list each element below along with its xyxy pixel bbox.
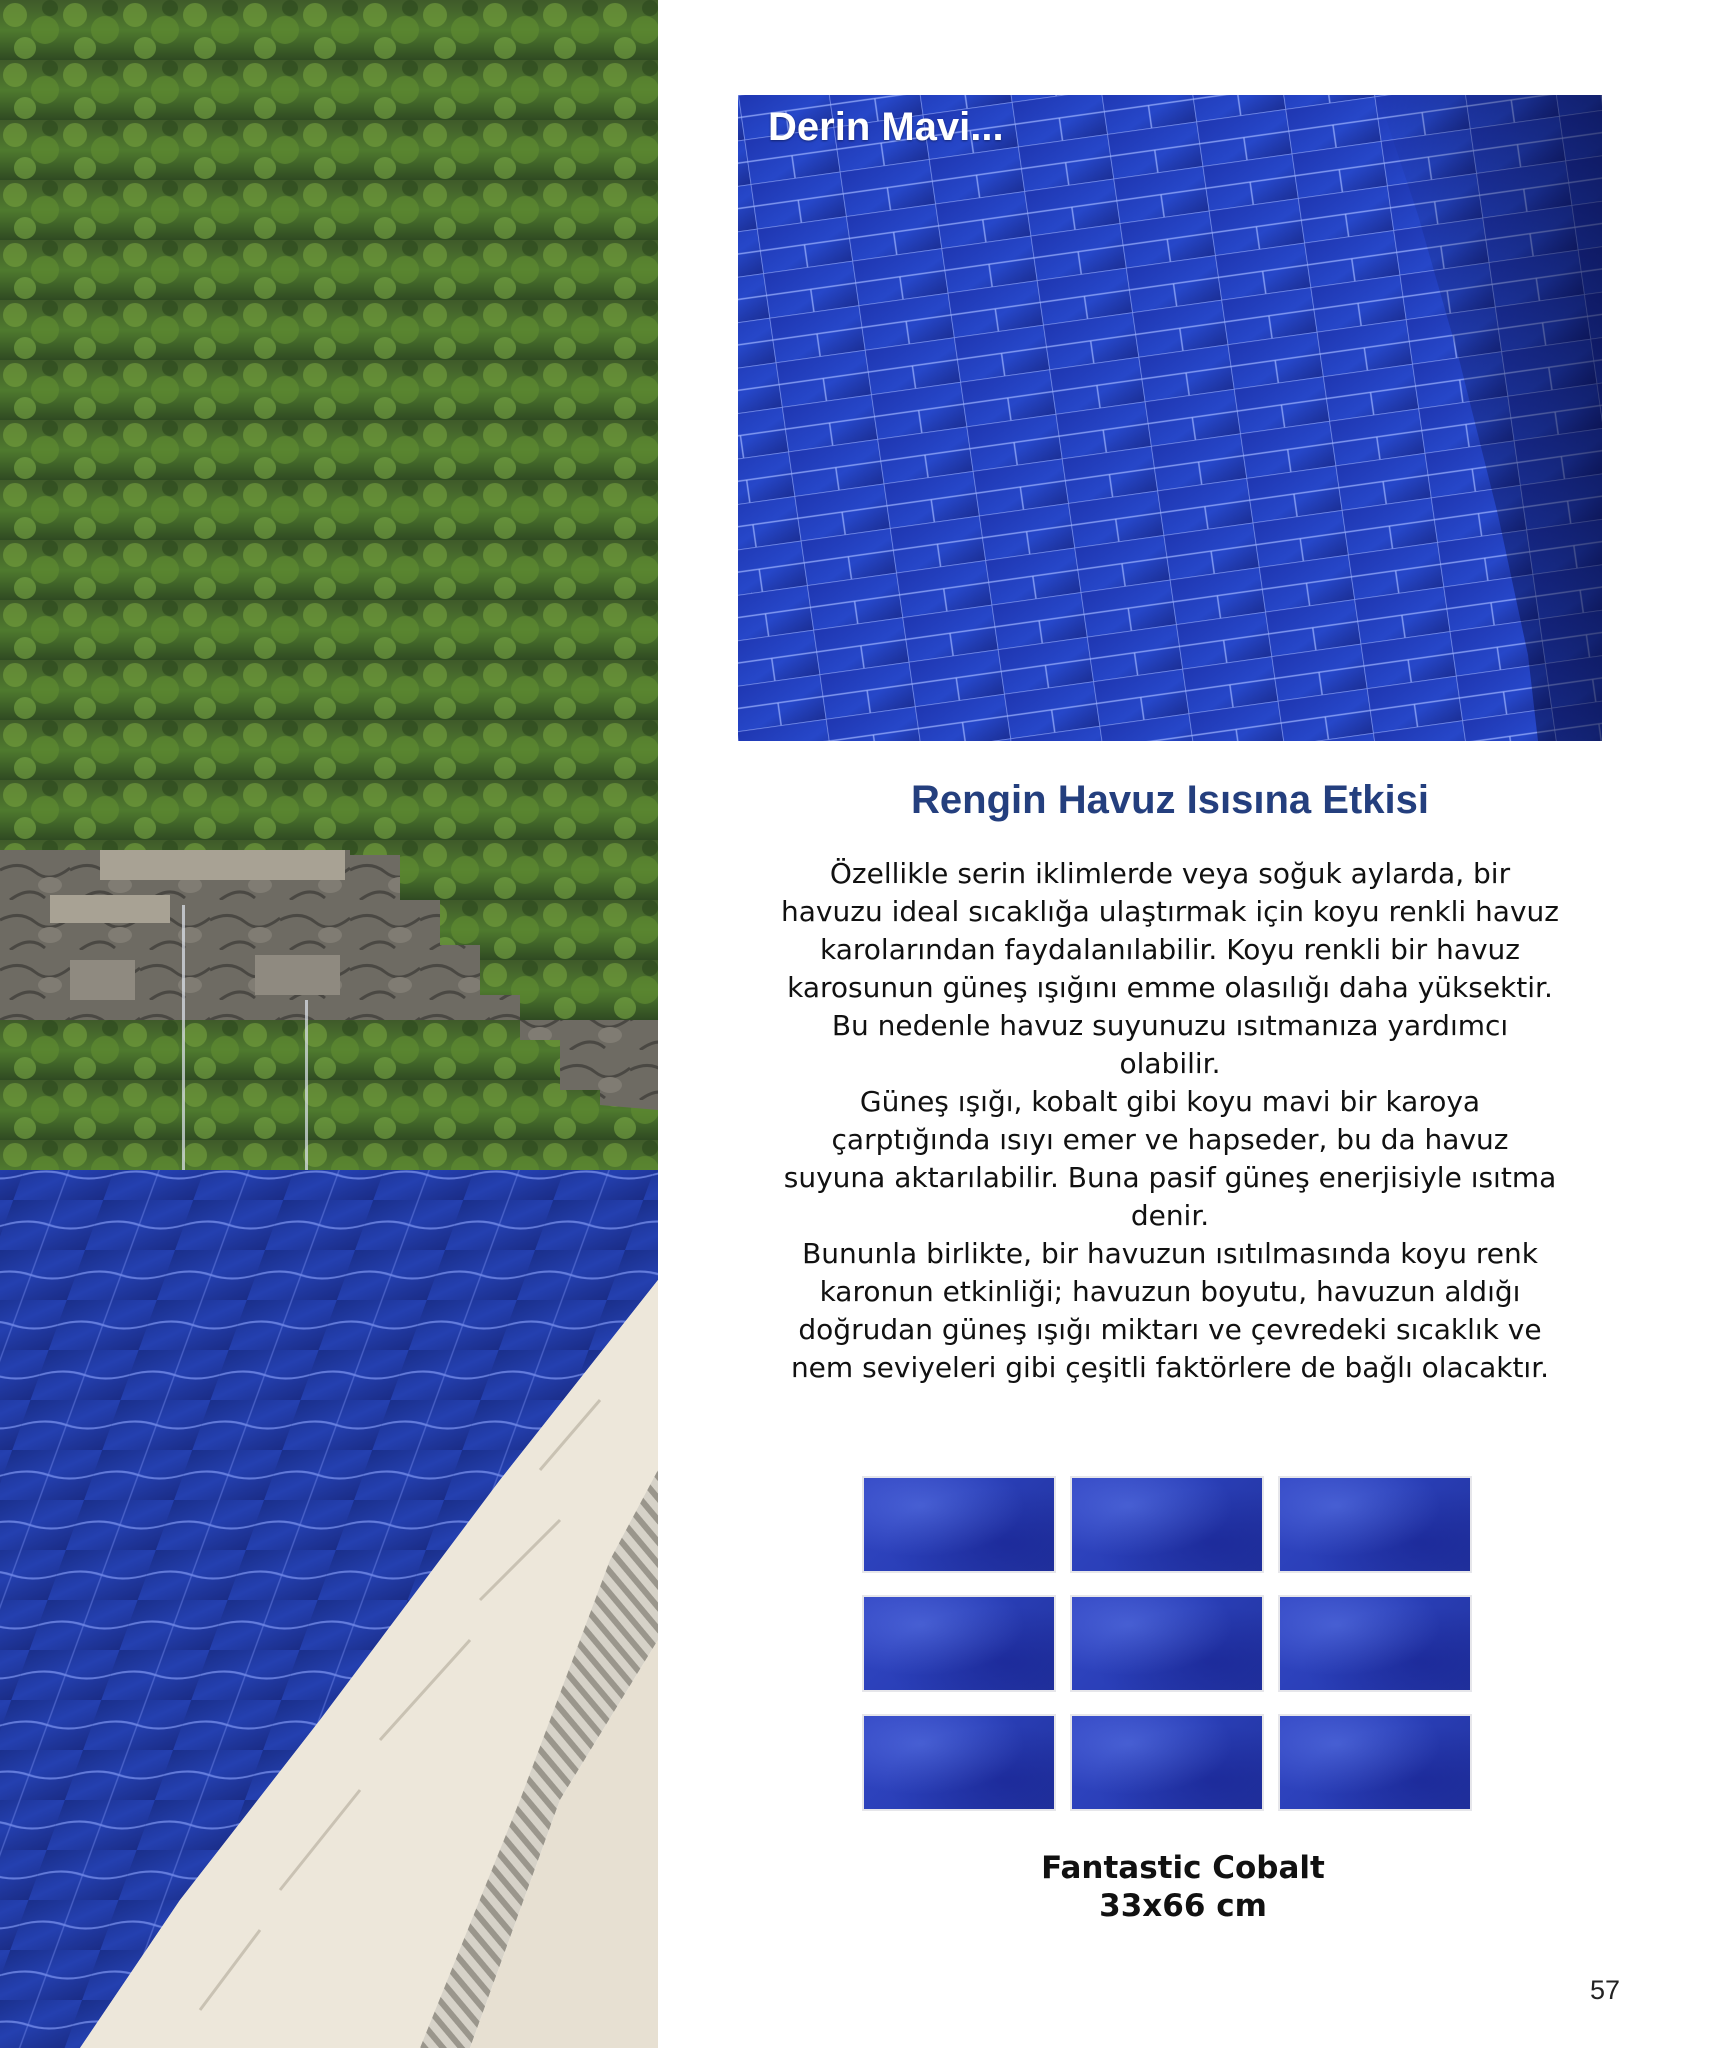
- tile-sample: [1070, 1714, 1264, 1811]
- product-name: Fantastic Cobalt: [1041, 1850, 1325, 1886]
- body-text: [778, 855, 1562, 1387]
- section-title: Rengin Havuz Isısına Etkisi: [911, 778, 1429, 822]
- tile-sample: [862, 1595, 1056, 1692]
- paragraph: Bununla birlikte, bir havuzun ısıtılmasında koyu renk karonun etkinliği; havuzun boyutu, havuzun aldığı doğrudan güneş ışığı miktarı ve çevredeki sıcaklık ve nem seviyeleri gibi çeşitli faktörlere de bağlı olacaktır.: [790, 1237, 1550, 1384]
- tile-sample-grid: [862, 1476, 1472, 1811]
- tile-sample: [1278, 1714, 1472, 1811]
- paragraph: Güneş ışığı, kobalt gibi koyu mavi bir karoya çarptığında ısıyı emer ve hapseder, bu da havuz suyuna aktarılabilir. Buna pasif güneş enerjisiyle ısıtma denir.: [783, 1085, 1557, 1232]
- tile-sample: [1278, 1595, 1472, 1692]
- tile-sample: [862, 1476, 1056, 1573]
- page-number: 57: [1589, 1975, 1620, 2005]
- paragraph: Özellikle serin iklimlerde veya soğuk aylarda, bir havuzu ideal sıcaklığa ulaştırmak için koyu renkli havuz karolarından faydalanılabilir. Koyu renkli bir havuz karosunun güneş ışığını emme olasılığı daha yüksektir. Bu nedenle havuz suyunuzu ısıtmanıza yardımcı olabilir.: [781, 857, 1559, 1080]
- tile-sample: [1278, 1476, 1472, 1573]
- tile-sample: [1070, 1595, 1264, 1692]
- photo-caption: Derin Mavi...: [768, 105, 1004, 149]
- tile-sample: [862, 1714, 1056, 1811]
- tile-sample: [1070, 1476, 1264, 1573]
- product-size: 33x66 cm: [1099, 1888, 1267, 1924]
- pool-photo: [0, 0, 658, 2048]
- cobalt-pool-photo: [738, 95, 1602, 741]
